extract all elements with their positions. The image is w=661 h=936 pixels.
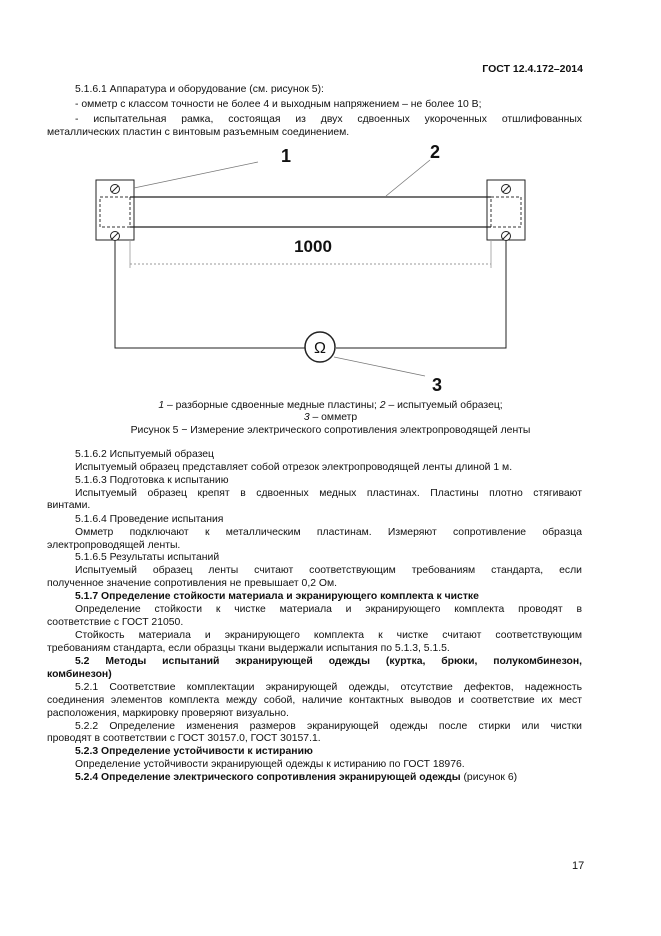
s5164-line1: Омметр подключают к металлическим пластинам. Измеряют сопротивление образца (75, 527, 582, 538)
screw-icon (111, 232, 120, 241)
page-number: 17 (572, 860, 585, 872)
s521-line1: 5.2.1 Соответствие комплектации экранирующей одежды, отсутствие дефектов, надежность (75, 682, 582, 693)
section-5161-item-ohmmeter: - омметр с классом точности не более 4 и выходным напряжением – не более 10 В; (75, 99, 482, 110)
left-plate-dashed-outline (100, 197, 130, 227)
s52-title-line2: комбинезон) (47, 669, 112, 680)
figure-5-diagram (0, 135, 661, 400)
wire-left (115, 241, 305, 348)
dimension-label: 1000 (294, 237, 332, 256)
callout-1: 1 (281, 146, 292, 166)
legend-text-2: – испытуемый образец; (385, 400, 503, 411)
figure-caption: Рисунок 5 − Измерение электрического сопротивления электропроводящей ленты (130, 425, 531, 436)
section-5161-item-frame-line1: - испытательная рамка, состоящая из двух сдвоенных укороченных отшлифованных (75, 114, 582, 125)
s5163-line2: винтами. (47, 500, 91, 511)
s5163-line1: Испытуемый образец крепят в сдвоенных медных пластинах. Пластины плотно стягивают (75, 488, 582, 499)
right-plate-dashed-outline (491, 197, 521, 227)
s517-line1: Определение стойкости к чистке материала и экранирующего комплекта проводят в (75, 604, 582, 615)
section-5161-title: 5.1.6.1 Аппаратура и оборудование (см. рисунок 5): (75, 84, 324, 95)
document-code: ГОСТ 12.4.172–2014 (482, 63, 583, 75)
s52-title-line1: 5.2 Методы испытаний экранирующей одежды (куртка, брюки, полукомбинезон, (75, 656, 582, 667)
s521-line3: расположения, маркировку проверяют визуально. (47, 708, 289, 719)
figure-legend-line1 (0, 400, 661, 413)
s521-line2: соединения элементов комплекта между собой, наличие контактных выводов и соответствие их мест (47, 695, 582, 706)
s5165-line2: полученное значение сопротивления не превышает 0,2 Ом. (47, 578, 338, 589)
callout-3: 3 (432, 375, 443, 395)
figure-legend-line2 (0, 412, 661, 425)
callout-2: 2 (430, 142, 441, 162)
s5164-title: 5.1.6.4 Проведение испытания (75, 514, 224, 525)
s5162-text: Испытуемый образец представляет собой отрезок электропроводящей ленты длиной 1 м. (75, 462, 513, 473)
s524-line (75, 772, 517, 785)
legend-text-3: – омметр (309, 412, 358, 423)
s517-title: 5.1.7 Определение стойкости материала и экранирующего комплекта к чистке (75, 591, 479, 602)
leader-line-3 (334, 357, 425, 376)
leader-line-2 (386, 160, 430, 196)
section-5161-item-frame-line2: металлических пластин с винтовым разъемным соединением. (47, 127, 350, 138)
leader-line-1 (134, 162, 258, 188)
s517-line3: Стойкость материала и экранирующего комплекта к чистке считают соответствующим (75, 630, 582, 641)
s523-text: Определение устойчивости экранирующей одежды к истиранию по ГОСТ 18976. (75, 759, 465, 770)
legend-number-1: 1 (158, 400, 165, 411)
s522-line1: 5.2.2 Определение изменения размеров экранирующей одежды после стирки или чистки (75, 721, 582, 732)
legend-number-2: 2 (379, 400, 386, 411)
s5165-line1: Испытуемый образец ленты считают соответствующим требованиям стандарта, если (75, 565, 582, 576)
ohm-icon: Ω (314, 340, 326, 357)
s5162-title: 5.1.6.2 Испытуемый образец (75, 449, 215, 460)
s523-title: 5.2.3 Определение устойчивости к истиранию (75, 746, 313, 757)
s524-suffix: (рисунок 6) (460, 772, 518, 783)
s517-line2: соответствие с ГОСТ 21050. (47, 617, 184, 628)
s5163-title: 5.1.6.3 Подготовка к испытанию (75, 475, 229, 486)
legend-number-3: 3 (303, 412, 310, 423)
s522-line2: проводят в соответствии с ГОСТ 30157.0, ГОСТ 30157.1. (47, 733, 321, 744)
wire-right (336, 241, 506, 348)
s517-line4: требованиям стандарта, если образцы ткани выдержали испытания по 5.1.3, 5.1.5. (47, 643, 450, 654)
s5165-title: 5.1.6.5 Результаты испытаний (75, 552, 220, 563)
s5164-line2: электропроводящей ленты. (47, 540, 181, 551)
screw-icon (502, 185, 511, 194)
legend-text-1: – разборные сдвоенные медные пластины; (164, 400, 380, 411)
s524-title: 5.2.4 Определение электрического сопротивления экранирующей одежды (75, 772, 461, 783)
screw-icon (111, 185, 120, 194)
screw-icon (502, 232, 511, 241)
